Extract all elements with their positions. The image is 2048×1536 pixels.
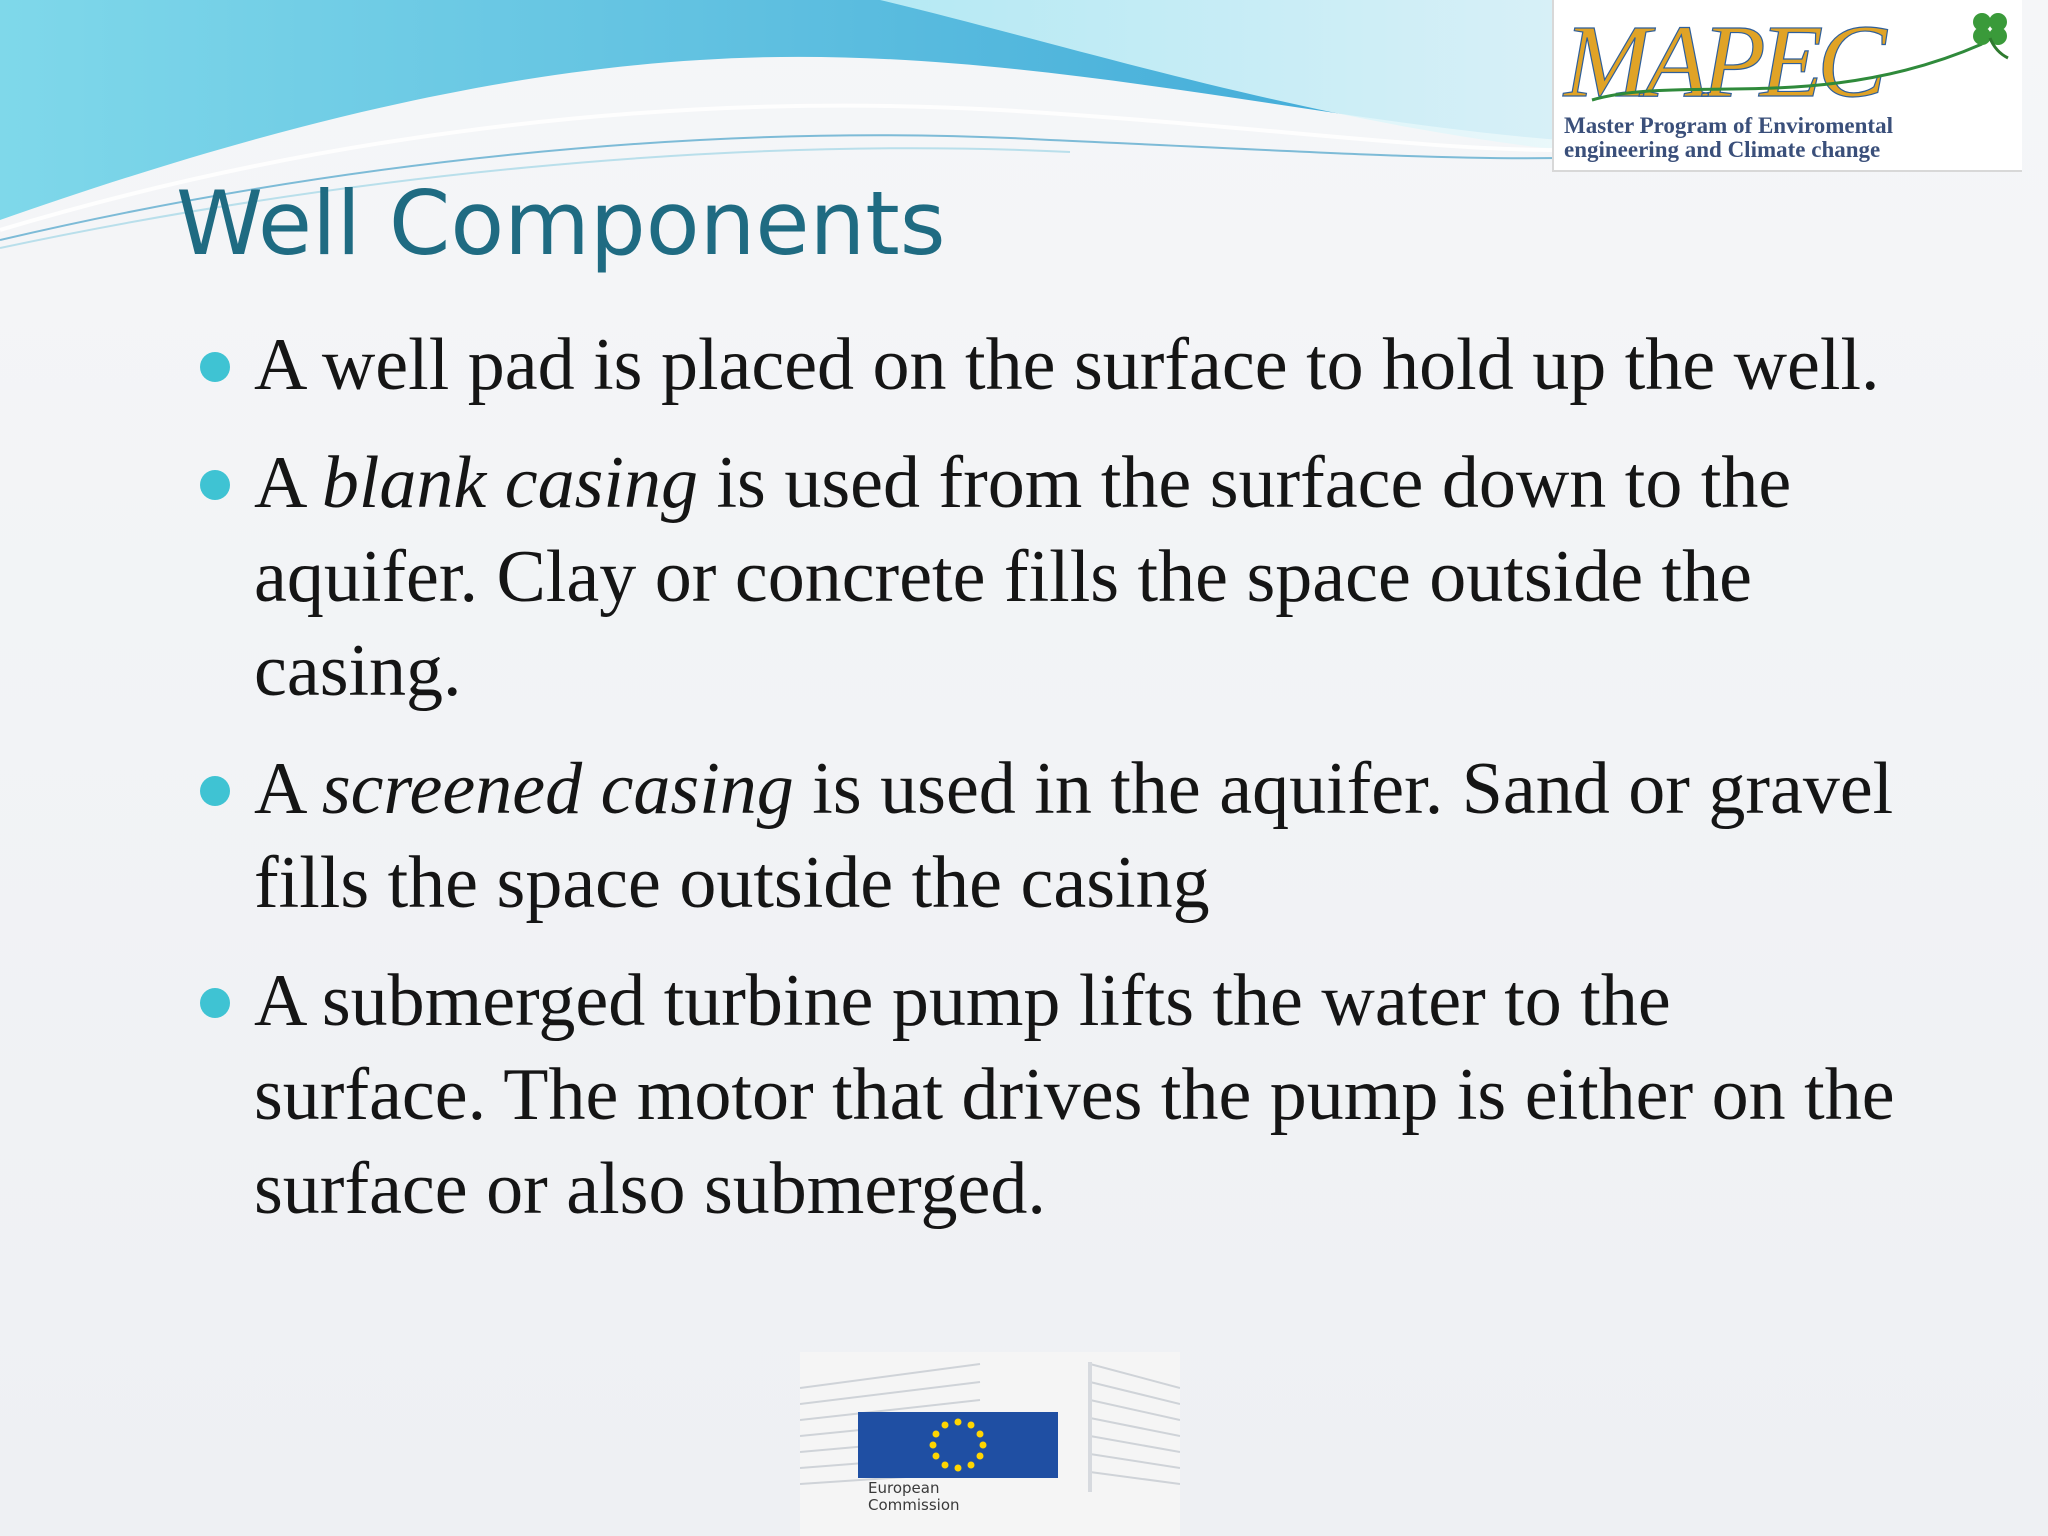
mapec-logo bbox=[1552, 0, 2022, 172]
logo-subtitle-line2: engineering and Climate change bbox=[1564, 137, 1881, 162]
bullet-text: A well pad is placed on the surface to hold up the well. bbox=[254, 324, 1880, 406]
bullet-emphasis-text: blank casing bbox=[321, 442, 698, 524]
bullet-text: A bbox=[254, 748, 322, 830]
bullet-dot-icon bbox=[200, 776, 230, 806]
bullet-text: A bbox=[254, 442, 322, 524]
bullet-text: is used from the surface down to the aquifer. Clay or concrete fills the space outside the casing. bbox=[254, 442, 1792, 712]
mapec-logo-lettering: MAPEC bbox=[1564, 4, 1881, 116]
ec-label-line1: European bbox=[868, 1479, 940, 1497]
eu-flag-icon bbox=[858, 1412, 1058, 1478]
slide-title: Well Components bbox=[176, 172, 946, 275]
bullet-item bbox=[196, 742, 1916, 930]
bullet-item bbox=[196, 954, 1916, 1236]
bullet-emphasis-text: screened casing bbox=[321, 748, 794, 830]
bullet-dot-icon bbox=[200, 470, 230, 500]
mapec-logo-mark bbox=[1562, 4, 2022, 116]
ec-label-line2: Commission bbox=[868, 1496, 960, 1514]
bullet-text: A submerged turbine pump lifts the water to the surface. The motor that drives the pump is either on the surface or also submerged. bbox=[254, 960, 1895, 1230]
bullet-text: is used in the aquifer. Sand or gravel fills the space outside the casing bbox=[254, 748, 1894, 924]
bullet-item bbox=[196, 318, 1916, 412]
clover-icon bbox=[1973, 13, 2008, 58]
bullet-dot-icon bbox=[200, 352, 230, 382]
bullet-list bbox=[196, 318, 1916, 1260]
bullet-item bbox=[196, 436, 1916, 718]
logo-subtitle-line1: Master Program of Enviromental bbox=[1564, 113, 1893, 138]
bullet-dot-icon bbox=[200, 988, 230, 1018]
